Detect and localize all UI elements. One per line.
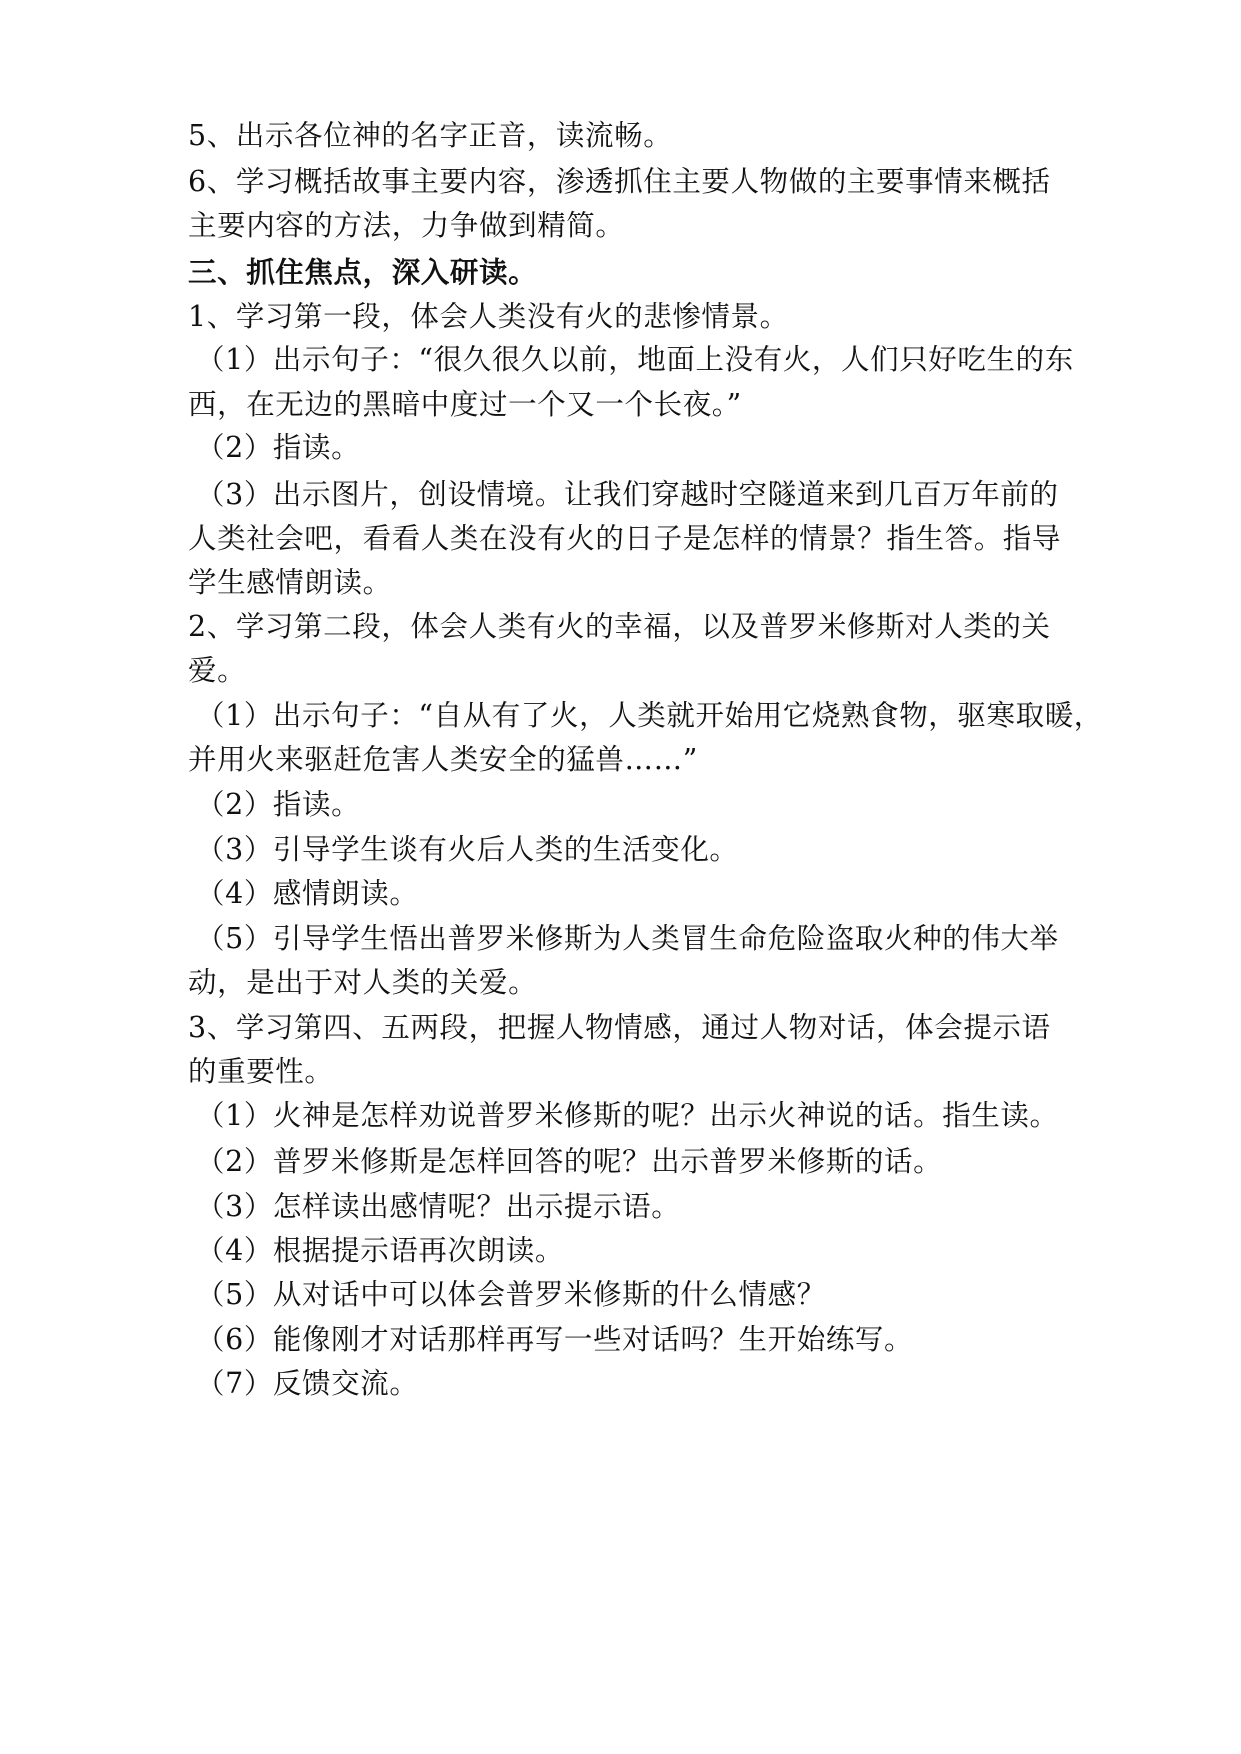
- part-3-item-1: （1）火神是怎样劝说普罗米修斯的呢？出示火神说的话。指生读。: [196, 1099, 1059, 1132]
- part-2-item-5-continued: 动，是出于对人类的关爱。: [188, 966, 538, 999]
- part-1-item-3-continued-2: 学生感情朗读。: [188, 566, 392, 599]
- part-1-item-3: （3）出示图片，创设情境。让我们穿越时空隧道来到几百万年前的: [196, 478, 1059, 511]
- part-3-heading: 3、学习第四、五两段，把握人物情感，通过人物对话，体会提示语: [188, 1011, 1051, 1044]
- part-2-item-4: （4）感情朗读。: [196, 877, 419, 910]
- part-2-item-2: （2）指读。: [196, 788, 361, 821]
- part-3-heading-continued: 的重要性。: [188, 1055, 334, 1088]
- part-1-item-1: （1）出示句子：“很久很久以前，地面上没有火，人们只好吃生的东: [196, 343, 1074, 376]
- part-3-item-5: （5）从对话中可以体会普罗米修斯的什么情感？: [196, 1278, 826, 1311]
- step-6-line: 6、学习概括故事主要内容，渗透抓住主要人物做的主要事情来概括: [188, 165, 1051, 198]
- part-3-item-6: （6）能像刚才对话那样再写一些对话吗？生开始练写。: [196, 1323, 914, 1356]
- part-3-item-7: （7）反馈交流。: [196, 1367, 419, 1400]
- step-6-line-continued: 主要内容的方法，力争做到精简。: [188, 209, 625, 242]
- part-2-heading: 2、学习第二段，体会人类有火的幸福，以及普罗米修斯对人类的关: [188, 610, 1051, 643]
- part-2-item-5: （5）引导学生悟出普罗米修斯为人类冒生命危险盗取火种的伟大举: [196, 922, 1059, 955]
- part-2-item-3: （3）引导学生谈有火后人类的生活变化。: [196, 833, 739, 866]
- part-3-item-2: （2）普罗米修斯是怎样回答的呢？出示普罗米修斯的话。: [196, 1145, 943, 1178]
- part-1-item-2: （2）指读。: [196, 431, 361, 464]
- part-2-item-1: （1）出示句子：“自从有了火，人类就开始用它烧熟食物，驱寒取暖，: [196, 699, 1103, 732]
- section-3-heading: 三、抓住焦点，深入研读。: [188, 255, 538, 289]
- part-2-item-1-continued: 并用火来驱赶危害人类安全的猛兽……”: [188, 743, 698, 776]
- part-3-item-3: （3）怎样读出感情呢？出示提示语。: [196, 1190, 681, 1223]
- step-5-line: 5、出示各位神的名字正音，读流畅。: [188, 119, 673, 152]
- part-1-heading: 1、学习第一段，体会人类没有火的悲惨情景。: [188, 300, 789, 333]
- part-2-heading-continued: 爱。: [188, 654, 247, 687]
- part-1-item-1-continued: 西，在无边的黑暗中度过一个又一个长夜。”: [188, 388, 742, 421]
- part-3-item-4: （4）根据提示语再次朗读。: [196, 1234, 564, 1267]
- part-1-item-3-continued: 人类社会吧，看看人类在没有火的日子是怎样的情景？指生答。指导: [188, 522, 1062, 555]
